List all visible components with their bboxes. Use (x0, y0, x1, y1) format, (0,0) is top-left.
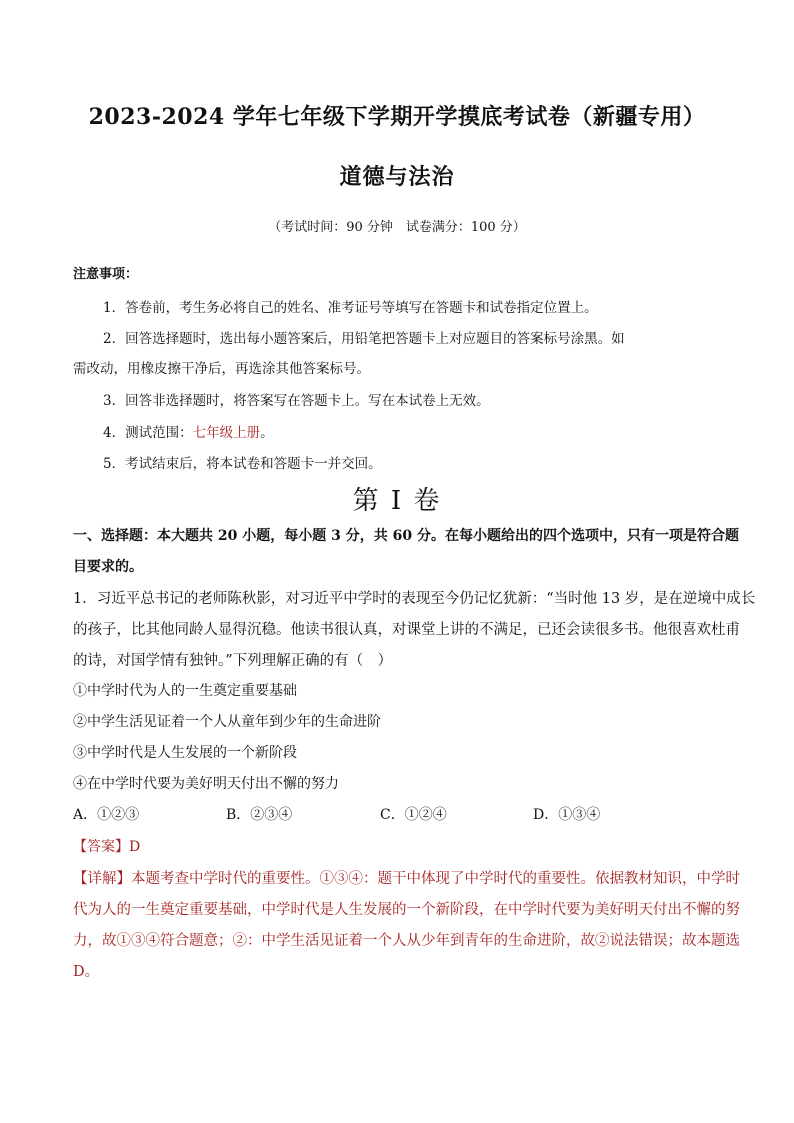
note-item-4 (103, 421, 274, 441)
explanation-label: 【详解】 (73, 871, 131, 887)
explanation-3: 力，故①③④符合题意；②：中学生活见证着一个人从少年到青年的生命进阶，故②说法错误；故本题选 (73, 933, 740, 949)
statement-4: ④在中学时代要为美好明天付出不懈的努力 (73, 776, 339, 792)
option-c: C．①②④ (380, 807, 447, 823)
question-stem-2: 的孩子，比其他同龄人显得沉稳。他读书很认真，对课堂上讲的不满足，已还会读很多书。他很喜欢杜甫 (73, 622, 740, 638)
question-stem-3: 的诗，对国学情有独钟。”下列理解正确的有（ ） (73, 653, 393, 669)
option-a: A．①②③ (73, 807, 140, 823)
exam-info: （考试时间：90 分钟 试卷满分：100 分） (268, 220, 526, 235)
explanation-text: 本题考查中学时代的重要性。①③④：题干中体现了中学时代的重要性。依据教材知识，中学时 (131, 871, 740, 887)
note-item-2-cont: 需改动，用橡皮擦干净后，再选涂其他答案标号。 (73, 361, 370, 377)
note-item-4-prefix: 4．测试范围： (103, 425, 193, 441)
page-title: 2023-2024 学年七年级下学期开学摸底考试卷（新疆专用） (88, 104, 706, 130)
explanation-4: D。 (73, 964, 100, 980)
explanation (73, 867, 740, 888)
question-stem: 1．习近平总书记的老师陈秋影，对习近平中学时的表现至今仍记忆犹新：“当时他 13 岁，是在逆境中成长 (73, 591, 756, 607)
note-item-2: 2．回答选择题时，选出每小题答案后，用铅笔把答题卡上对应题目的答案标号涂黑。如 (103, 331, 625, 347)
option-b: B．②③④ (226, 807, 293, 823)
section-instructions: 一、选择题：本大题共 20 小题，每小题 3 分，共 60 分。在每小题给出的四个选项中，只有一项是符合题 (73, 528, 739, 544)
test-range: 七年级上册 (192, 425, 261, 441)
note-item-4-suffix: 。 (260, 425, 274, 441)
note-item-3: 3．回答非选择题时，将答案写在答题卡上。写在本试卷上无效。 (103, 393, 490, 409)
note-item-5: 5．考试结束后，将本试卷和答题卡一并交回。 (103, 456, 382, 472)
notes-heading: 注意事项： (73, 267, 139, 282)
answer: 【答案】D (73, 839, 141, 855)
note-item-1: 1．答卷前，考生务必将自己的姓名、准考证号等填写在答题卡和试卷指定位置上。 (103, 300, 598, 316)
section-title: 第 I 卷 (352, 486, 442, 516)
statement-1: ①中学时代为人的一生奠定重要基础 (73, 683, 297, 699)
statement-2: ②中学生活见证着一个人从童年到少年的生命进阶 (73, 714, 381, 730)
section-instructions-cont: 目要求的。 (73, 559, 143, 575)
explanation-2: 代为人的一生奠定重要基础，中学时代是人生发展的一个新阶段，在中学时代要为美好明天付出不懈的努 (73, 902, 740, 918)
option-d: D．①③④ (533, 807, 601, 823)
subject-title: 道德与法治 (339, 164, 455, 190)
statement-3: ③中学时代是人生发展的一个新阶段 (73, 745, 297, 761)
